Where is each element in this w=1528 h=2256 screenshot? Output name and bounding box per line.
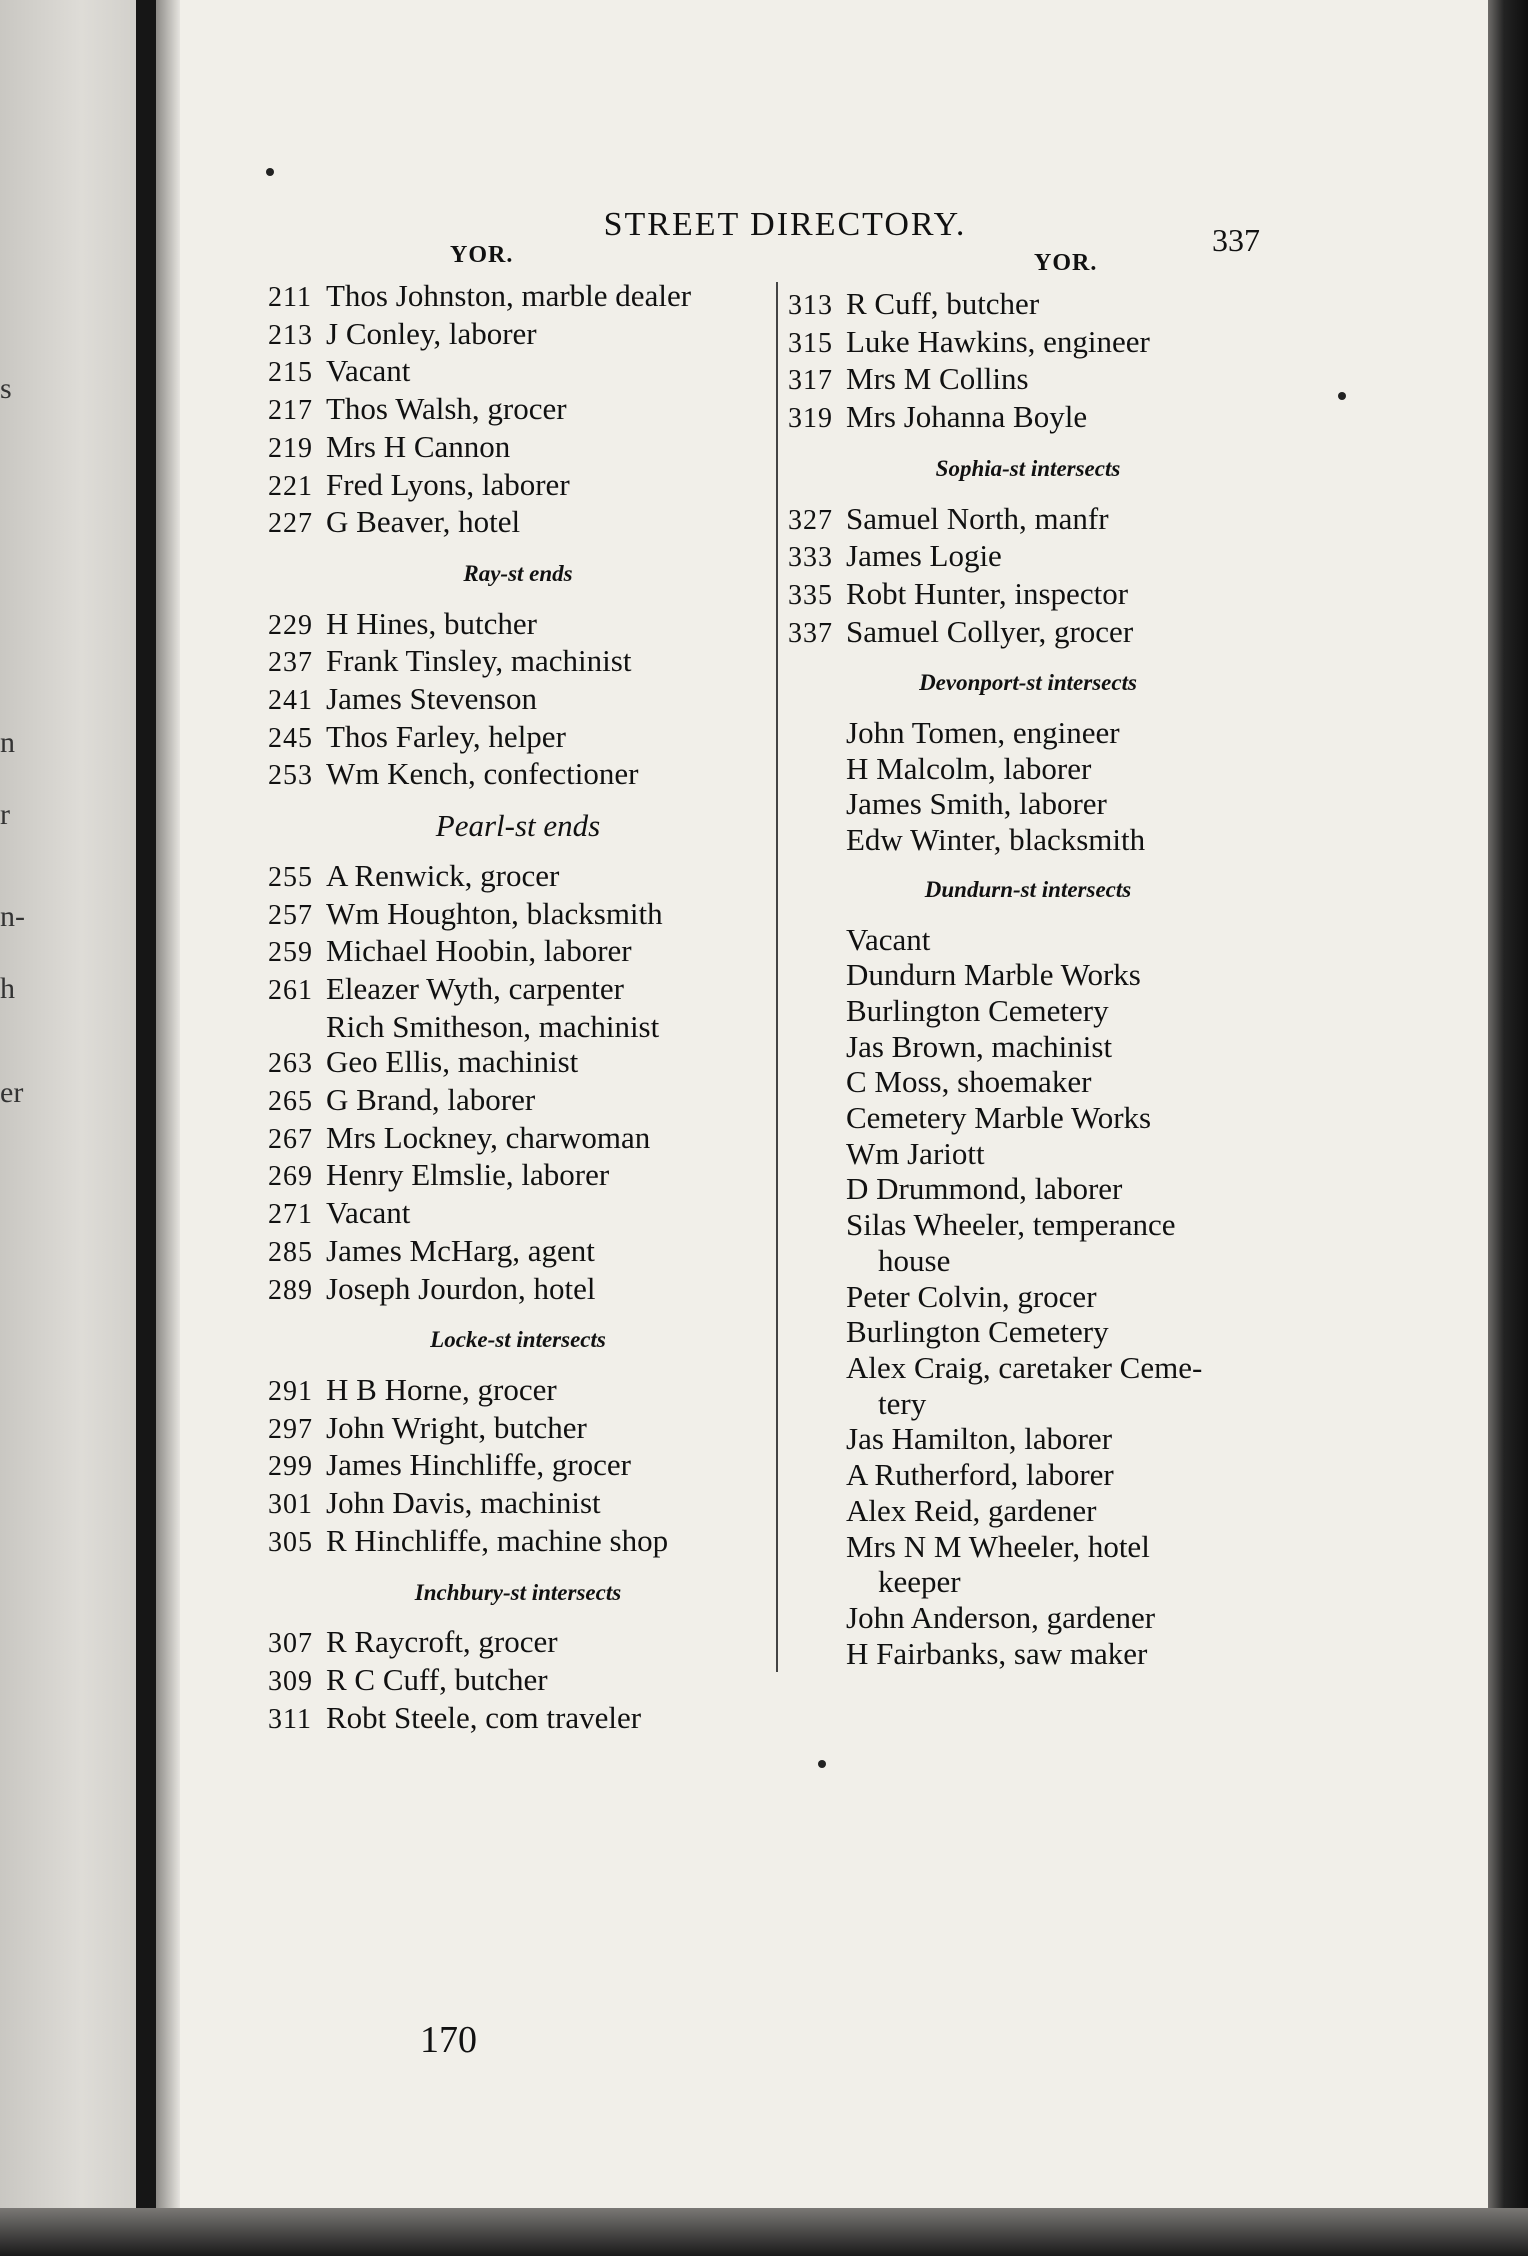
resident-text: R Hinchliffe, machine shop: [326, 1522, 669, 1558]
resident-text: Mrs Lockney, charwoman: [326, 1119, 651, 1155]
resident-text: Peter Colvin, grocer: [846, 1278, 1097, 1314]
resident-text: J Conley, laborer: [326, 315, 537, 351]
house-number: 269: [268, 1161, 313, 1193]
resident-text: Alex Craig, caretaker Ceme-: [846, 1349, 1203, 1385]
resident-text: Robt Hunter, inspector: [846, 575, 1129, 611]
directory-entry: [268, 429, 768, 467]
directory-entry: [788, 1279, 1268, 1315]
house-number: 327: [788, 504, 833, 536]
directory-entry: [268, 643, 768, 681]
house-number: 213: [268, 319, 313, 351]
house-number: 265: [268, 1086, 313, 1118]
gutter-shade: [156, 0, 180, 2256]
directory-entry: [268, 391, 768, 429]
bleed-text-5: h: [0, 972, 15, 1005]
resident-text: A Renwick, grocer: [326, 857, 560, 893]
directory-entry: [268, 1372, 768, 1410]
left-page-margin: [0, 0, 136, 2256]
house-number: 217: [268, 395, 313, 427]
bleed-text-4: n-: [0, 900, 25, 933]
resident-text: Vacant: [326, 353, 411, 389]
directory-entry: [788, 1457, 1268, 1493]
resident-text: Burlington Cemetery: [846, 992, 1109, 1028]
house-number: 261: [268, 974, 313, 1006]
house-number: 263: [268, 1048, 313, 1080]
directory-entry: [788, 361, 1268, 399]
section-heading: Devonport-st intersects: [919, 670, 1137, 696]
house-number: 313: [788, 290, 833, 321]
page-number: 337: [1212, 222, 1260, 258]
directory-entry: [788, 1493, 1268, 1529]
resident-text: John Wright, butcher: [326, 1409, 587, 1445]
resident-text: H B Horne, grocer: [326, 1371, 557, 1407]
resident-text: Jas Hamilton, laborer: [846, 1421, 1113, 1457]
directory-entry: [268, 1044, 768, 1082]
resident-text: Henry Elmslie, laborer: [326, 1157, 610, 1193]
house-number: 211: [268, 282, 312, 313]
directory-entry: [268, 1485, 768, 1523]
directory-entry: [268, 278, 768, 316]
ink-speck: [266, 168, 274, 176]
ink-speck: [818, 1760, 826, 1768]
page-folio: 170: [420, 2019, 477, 2061]
directory-entry: [788, 1350, 1268, 1386]
resident-text: Mrs M Collins: [846, 361, 1029, 397]
entry-continuation: house: [878, 1242, 951, 1278]
directory-entry: [788, 751, 1268, 787]
directory-entry: [268, 971, 768, 1009]
bleed-text-2: n: [0, 726, 15, 759]
directory-entry: [268, 1700, 768, 1738]
house-number: 299: [268, 1451, 313, 1483]
section-heading: Inchbury-st intersects: [414, 1579, 622, 1605]
bleed-text-1: s: [0, 372, 12, 405]
directory-entry: [268, 1523, 768, 1561]
bleed-text-6: er: [0, 1076, 24, 1109]
resident-text: Jas Brown, machinist: [846, 1028, 1113, 1064]
resident-text: Samuel North, manfr: [846, 500, 1109, 536]
resident-text: Wm Jariott: [846, 1135, 985, 1171]
entry-continuation: tery: [878, 1385, 927, 1421]
resident-text: Mrs H Cannon: [326, 428, 511, 464]
resident-text: Edw Winter, blacksmith: [846, 822, 1146, 858]
section-heading: Locke-st intersects: [430, 1327, 606, 1353]
directory-entry: [788, 922, 1268, 958]
resident-text: H Hines, butcher: [326, 605, 537, 641]
book-spine-shadow: [136, 0, 156, 2256]
resident-text: Fred Lyons, laborer: [326, 466, 570, 502]
resident-text: Thos Farley, helper: [326, 718, 566, 754]
directory-entry: [788, 1636, 1268, 1672]
directory-entry: [268, 1233, 768, 1271]
house-number: 309: [268, 1665, 313, 1697]
directory-entry: [788, 1171, 1268, 1207]
resident-text: Samuel Collyer, grocer: [846, 613, 1134, 649]
house-number: 337: [788, 617, 833, 649]
directory-entry: [268, 858, 768, 896]
house-number: 237: [268, 647, 313, 679]
directory-entry: [268, 606, 768, 644]
left-column: [268, 278, 768, 1737]
section-heading: Dundurn-st intersects: [924, 876, 1132, 902]
resident-text: Eleazer Wyth, carpenter: [326, 970, 624, 1006]
resident-text: James Logie: [846, 538, 1002, 574]
page-title: STREET DIRECTORY.: [603, 206, 967, 243]
directory-entry: [268, 1410, 768, 1448]
directory-entry: [788, 715, 1268, 751]
house-number: 215: [268, 357, 313, 389]
directory-entry: [788, 1421, 1268, 1457]
resident-text: C Moss, shoemaker: [846, 1064, 1092, 1100]
house-number: 335: [788, 579, 833, 611]
directory-entry: [788, 324, 1268, 362]
house-number: 271: [268, 1199, 313, 1231]
house-number: 259: [268, 937, 313, 969]
resident-text: G Brand, laborer: [326, 1082, 536, 1118]
house-number: 289: [268, 1274, 313, 1306]
house-number: 255: [268, 861, 313, 893]
directory-entry: [268, 467, 768, 505]
resident-text: A Rutherford, laborer: [846, 1457, 1114, 1493]
house-number: 319: [788, 403, 833, 435]
directory-entry: [788, 501, 1268, 539]
resident-text: Silas Wheeler, temperance: [846, 1207, 1176, 1243]
section-heading: Ray-st ends: [463, 560, 573, 586]
left-column-heading: YOR.: [450, 242, 514, 268]
resident-text: James Hinchliffe, grocer: [326, 1447, 632, 1483]
ink-speck: [1338, 392, 1346, 400]
resident-text: Vacant: [846, 921, 931, 957]
house-number: 291: [268, 1375, 313, 1407]
entry-continuation: keeper: [878, 1564, 961, 1600]
directory-entry: [788, 1064, 1268, 1100]
right-column: [788, 286, 1268, 1671]
directory-entry: [268, 504, 768, 542]
house-number: 229: [268, 609, 313, 641]
resident-text: John Davis, machinist: [326, 1485, 601, 1521]
house-number: 315: [788, 327, 833, 359]
house-number: 311: [268, 1703, 312, 1735]
page-edge-right: [1488, 0, 1528, 2256]
house-number: 301: [268, 1489, 313, 1521]
house-number: 257: [268, 899, 313, 931]
right-column-heading: YOR.: [1034, 250, 1098, 276]
house-number: 317: [788, 365, 833, 397]
directory-entry: [268, 1009, 768, 1045]
resident-text: Cemetery Marble Works: [846, 1100, 1152, 1136]
directory-entry: [788, 1529, 1268, 1565]
resident-text: R Cuff, butcher: [846, 286, 1040, 321]
resident-text: Wm Houghton, blacksmith: [326, 895, 663, 931]
directory-entry: [788, 786, 1268, 822]
resident-text: Wm Kench, confectioner: [326, 756, 639, 792]
resident-text: James McHarg, agent: [326, 1232, 595, 1268]
resident-text: Thos Johnston, marble dealer: [326, 278, 692, 313]
directory-entry: [788, 576, 1268, 614]
directory-entry: [788, 1136, 1268, 1172]
resident-text: John Tomen, engineer: [846, 715, 1120, 751]
bleed-text-3: r: [0, 798, 10, 831]
resident-text: R Raycroft, grocer: [326, 1624, 558, 1660]
directory-entry: [788, 822, 1268, 858]
column-divider: [776, 282, 778, 1672]
house-number: 253: [268, 760, 313, 792]
resident-text: G Beaver, hotel: [326, 504, 521, 540]
resident-text: Geo Ellis, machinist: [326, 1044, 579, 1080]
section-heading: Sophia-st intersects: [935, 455, 1121, 481]
house-number: 267: [268, 1123, 313, 1155]
directory-entry: [268, 681, 768, 719]
directory-entry: [268, 1662, 768, 1700]
directory-entry: [268, 1271, 768, 1309]
house-number: 245: [268, 722, 313, 754]
resident-text: R C Cuff, butcher: [326, 1661, 548, 1697]
directory-entry: [268, 896, 768, 934]
directory-entry: [788, 1600, 1268, 1636]
directory-entry: [268, 756, 768, 794]
resident-text: James Smith, laborer: [846, 786, 1107, 822]
resident-text: Luke Hawkins, engineer: [846, 323, 1150, 359]
directory-entry: [788, 399, 1268, 437]
resident-text: D Drummond, laborer: [846, 1171, 1123, 1207]
resident-text: Robt Steele, com traveler: [326, 1699, 642, 1735]
house-number: 333: [788, 542, 833, 574]
directory-entry: [788, 1029, 1268, 1065]
resident-text: Michael Hoobin, laborer: [326, 933, 632, 969]
directory-entry: [788, 993, 1268, 1029]
resident-text: H Fairbanks, saw maker: [846, 1635, 1148, 1671]
directory-entry: [268, 316, 768, 354]
directory-entry: [268, 1447, 768, 1485]
directory-entry: [788, 1100, 1268, 1136]
resident-text: James Stevenson: [326, 681, 537, 717]
house-number: 241: [268, 685, 313, 717]
directory-entry: [788, 286, 1268, 324]
directory-entry: [268, 933, 768, 971]
directory-entry: [788, 538, 1268, 576]
house-number: 227: [268, 508, 313, 540]
resident-text: Joseph Jourdon, hotel: [326, 1270, 596, 1306]
resident-text: Frank Tinsley, machinist: [326, 643, 632, 679]
section-heading: Pearl-st ends: [435, 808, 601, 844]
directory-entry: [788, 1314, 1268, 1350]
resident-text: Rich Smitheson, machinist: [326, 1008, 660, 1044]
resident-text: Mrs Johanna Boyle: [846, 399, 1088, 435]
directory-entry: [268, 353, 768, 391]
directory-entry: [788, 614, 1268, 652]
resident-text: Alex Reid, gardener: [846, 1492, 1097, 1528]
house-number: 221: [268, 470, 313, 502]
page-edge-bottom: [0, 2208, 1528, 2256]
resident-text: Thos Walsh, grocer: [326, 391, 567, 427]
resident-text: Vacant: [326, 1195, 411, 1231]
directory-entry: [268, 1157, 768, 1195]
resident-text: H Malcolm, laborer: [846, 750, 1092, 786]
resident-text: Burlington Cemetery: [846, 1314, 1109, 1350]
house-number: 285: [268, 1236, 313, 1268]
resident-text: Dundurn Marble Works: [846, 957, 1141, 993]
house-number: 307: [268, 1628, 313, 1660]
directory-entry: [268, 1195, 768, 1233]
directory-entry: [788, 1207, 1268, 1243]
directory-entry: [268, 1624, 768, 1662]
directory-entry: [268, 1082, 768, 1120]
resident-text: John Anderson, gardener: [846, 1599, 1156, 1635]
directory-entry: [268, 1120, 768, 1158]
house-number: 219: [268, 432, 313, 464]
directory-entry: [788, 957, 1268, 993]
directory-entry: [268, 719, 768, 757]
house-number: 305: [268, 1526, 313, 1558]
resident-text: Mrs N M Wheeler, hotel: [846, 1528, 1150, 1564]
house-number: 297: [268, 1413, 313, 1445]
